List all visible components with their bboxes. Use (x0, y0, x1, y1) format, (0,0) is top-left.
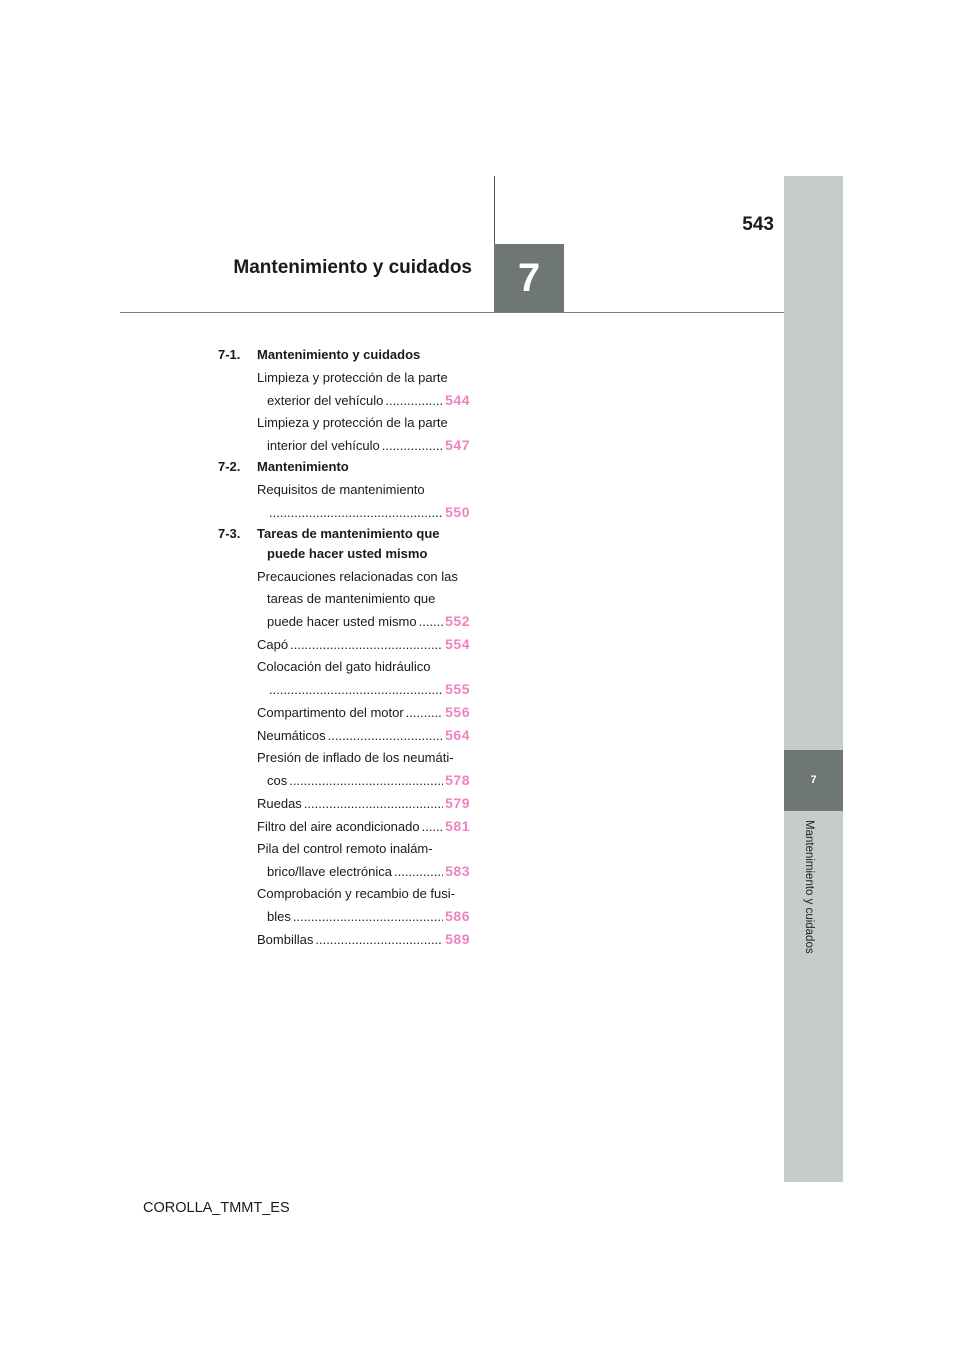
toc-page-link[interactable]: 578 (445, 772, 470, 788)
toc-entry-leader-line (257, 501, 470, 524)
toc-page-link[interactable]: 544 (445, 392, 470, 408)
toc-entry-text: interior del vehículo (267, 438, 380, 453)
toc-entry-leader-line (257, 701, 470, 724)
toc-entry[interactable] (257, 412, 470, 457)
chapter-title: Mantenimiento y cuidados (233, 257, 472, 278)
toc-entry[interactable] (257, 566, 470, 633)
toc-section-number: 7-3. (218, 526, 241, 541)
toc-entry[interactable] (257, 479, 470, 524)
dot-leader (385, 390, 443, 412)
toc-entry-leader-line (257, 389, 470, 412)
toc-entry-leader-line (257, 860, 470, 883)
toc-page-link[interactable]: 589 (445, 931, 470, 947)
document-code: COROLLA_TMMT_ES (143, 1200, 290, 1216)
toc-entry-leader-line (257, 434, 470, 457)
toc-section-number: 7-1. (218, 347, 241, 362)
toc-entry-text: Comprobación y recambio de fusi- (257, 886, 455, 901)
dot-leader (422, 816, 444, 838)
toc-section-heading (218, 524, 470, 564)
page-number: 543 (742, 214, 774, 235)
toc-section-heading (218, 457, 470, 477)
toc-page-link[interactable]: 583 (445, 863, 470, 879)
toc-entry-text: Bombillas (257, 932, 314, 947)
toc-section-title: Mantenimiento (257, 459, 349, 474)
toc-entry[interactable] (257, 656, 470, 701)
toc-entry[interactable] (257, 724, 470, 747)
dot-leader (328, 725, 444, 747)
toc-entry[interactable] (257, 701, 470, 724)
toc-section-heading (218, 345, 470, 365)
toc-page-link[interactable]: 579 (445, 795, 470, 811)
table-of-contents (218, 345, 470, 951)
toc-entry-text: exterior del vehículo (267, 393, 384, 408)
chapter-number-box: 7 (494, 244, 564, 312)
toc-entry[interactable] (257, 747, 470, 792)
dot-leader (394, 861, 443, 883)
toc-entry-text: Filtro del aire acondicionado (257, 819, 420, 834)
toc-entry-text: Limpieza y protección de la parte (257, 415, 448, 430)
toc-entry-text: cos (267, 773, 288, 788)
toc-entry[interactable] (257, 815, 470, 838)
toc-entry-leader-line (257, 928, 470, 951)
toc-entry-text: Limpieza y protección de la parte (257, 370, 448, 385)
toc-entry[interactable] (257, 838, 470, 883)
toc-entry-text: puede hacer usted mismo (267, 614, 417, 629)
toc-page-link[interactable]: 564 (445, 727, 470, 743)
side-tab-label-text: Mantenimiento y cuidados (803, 820, 815, 954)
toc-page-link[interactable]: 554 (445, 636, 470, 652)
header-divider-vertical (494, 176, 495, 244)
toc-section-number: 7-2. (218, 459, 241, 474)
header-rule (120, 312, 784, 313)
dot-leader (382, 435, 443, 457)
toc-entry-leader-line (257, 633, 470, 656)
toc-page-link[interactable]: 555 (445, 681, 470, 697)
side-tab-chapter-number[interactable]: 7 (784, 750, 843, 811)
dot-leader (419, 611, 444, 633)
toc-entry-leader-line (257, 678, 470, 701)
toc-entry-leader-line (257, 724, 470, 747)
toc-entry-text: Compartimento del motor (257, 705, 404, 720)
toc-entry-text: Colocación del gato hidráulico (257, 659, 431, 674)
toc-section-title: Mantenimiento y cuidados (257, 347, 421, 362)
toc-entry[interactable] (257, 367, 470, 412)
toc-entry-text: Requisitos de mantenimiento (257, 482, 425, 497)
toc-entry-leader-line (257, 769, 470, 792)
toc-section-title: Tareas de mantenimiento que (257, 526, 440, 541)
toc-entry-text: Precauciones relacionadas con las (257, 569, 458, 584)
toc-entry-text: Neumáticos (257, 728, 326, 743)
toc-page-link[interactable]: 556 (445, 704, 470, 720)
dot-leader (315, 929, 443, 951)
toc-entry[interactable] (257, 928, 470, 951)
toc-entry-text: brico/llave electrónica (267, 864, 393, 879)
dot-leader (289, 770, 443, 792)
side-tab-label (803, 820, 825, 1160)
dot-leader (269, 502, 443, 524)
toc-entry-leader-line (257, 905, 470, 928)
toc-entry[interactable] (257, 792, 470, 815)
toc-entry-text: tareas de mantenimiento que (267, 591, 436, 606)
dot-leader (406, 702, 443, 724)
toc-entry-text: Pila del control remoto inalám- (257, 841, 433, 856)
toc-page-link[interactable]: 586 (445, 908, 470, 924)
toc-entry-text: Presión de inflado de los neumáti- (257, 750, 454, 765)
toc-entry-leader-line (257, 610, 470, 633)
toc-entry-text: Ruedas (257, 796, 302, 811)
toc-entry[interactable] (257, 633, 470, 656)
dot-leader (304, 793, 443, 815)
toc-entry-text: Capó (257, 637, 289, 652)
dot-leader (290, 634, 443, 656)
toc-entry[interactable] (257, 883, 470, 928)
toc-entry-leader-line (257, 792, 470, 815)
toc-entry-text: bles (267, 909, 291, 924)
toc-page-link[interactable]: 550 (445, 504, 470, 520)
dot-leader (293, 906, 443, 928)
toc-page-link[interactable]: 547 (445, 437, 470, 453)
dot-leader (269, 679, 443, 701)
toc-page-link[interactable]: 581 (445, 818, 470, 834)
toc-section-title: puede hacer usted mismo (267, 546, 428, 561)
toc-entry-leader-line (257, 815, 470, 838)
toc-page-link[interactable]: 552 (445, 613, 470, 629)
